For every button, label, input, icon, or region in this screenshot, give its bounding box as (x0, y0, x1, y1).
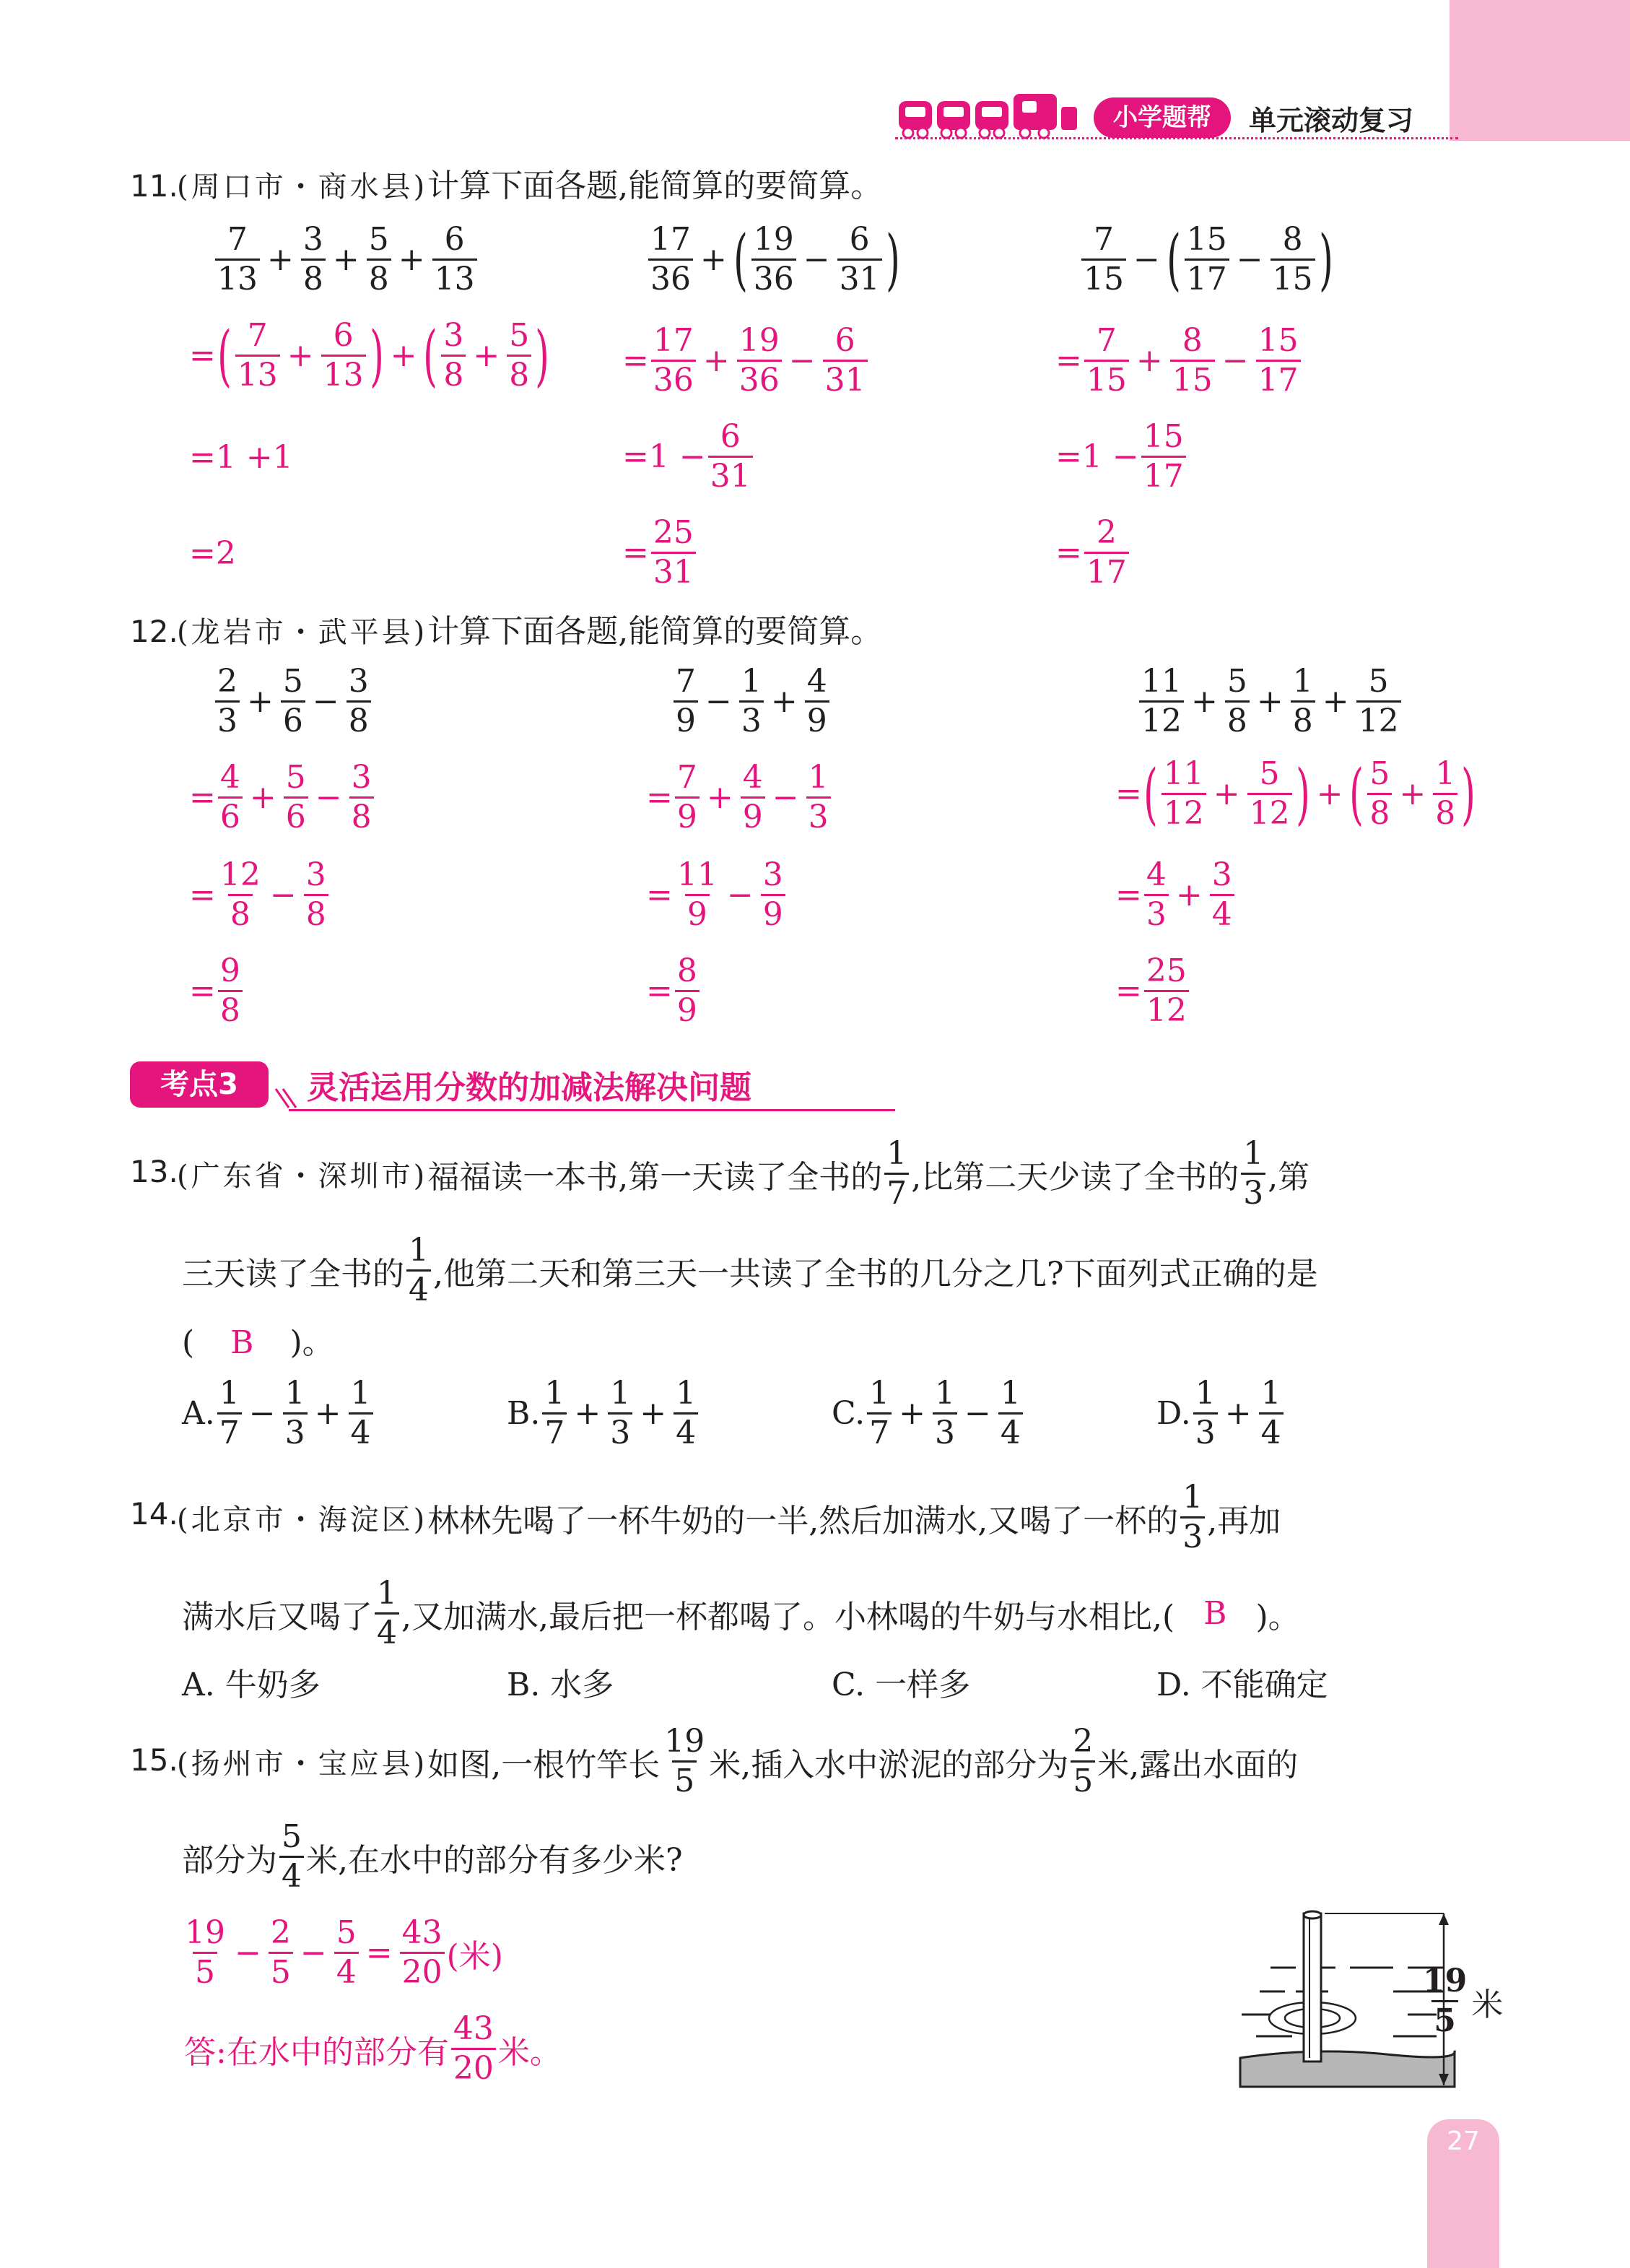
q12-source: (龙岩市・武平县) (177, 616, 428, 649)
q12-b-step3: = $\frac{8}{9}$ (646, 955, 702, 1027)
q14-option-d[interactable]: D. 不能确定 (1156, 1667, 1328, 1703)
q15-figure-label: $\frac{19}{5}$ 米 (1423, 1963, 1504, 2039)
q12-prompt (177, 613, 883, 650)
q11-source: (周口市・商水县) (177, 170, 428, 204)
q12-a-step3: = $\frac{9}{8}$ (189, 955, 245, 1027)
q13-number: 13. (130, 1154, 178, 1189)
q11-a-step1: = ( $\frac{7}{13}$ + $\frac{6}{13}$ ) + ( $\frac{3}{8}$ + $\frac{5}{8}$ ) (189, 316, 550, 394)
q11-c-step3: = $\frac{2}{17}$ (1055, 517, 1131, 588)
q11-c-step1: = $\frac{7}{15}$ + $\frac{8}{15}$ − $\frac{15}{17}$ (1055, 325, 1303, 396)
header-divider (895, 137, 1458, 139)
q15-line2: 部分为 $\frac{5}{4}$ 米,在水中的部分有多少米? (182, 1818, 683, 1895)
q11-b-step3: = $\frac{25}{31}$ (622, 517, 698, 588)
q11-b-step1: = $\frac{17}{36}$ + $\frac{19}{36}$ − $\frac{6}{31}$ (622, 325, 870, 396)
q13-answer-line: ( B )。 (182, 1324, 334, 1361)
q12-c-step1: = ( $\frac{11}{12}$ + $\frac{5}{12}$ ) + ( $\frac{5}{8}$ + $\frac{1}{8}$ ) (1115, 755, 1476, 833)
q13-option-b[interactable]: B. $\frac{1}{7}$ + $\frac{1}{3}$ + $\frac{1}{4}$ (507, 1378, 700, 1449)
q12-a-problem: $\frac{2}{3}$ + $\frac{5}{6}$ − $\frac{3}{8}$ (213, 666, 373, 737)
q13-option-d[interactable]: D. $\frac{1}{3}$ + $\frac{1}{4}$ (1156, 1378, 1286, 1449)
slash-decoration-icon (273, 1083, 302, 1112)
q12-c-step3: = $\frac{25}{12}$ (1115, 955, 1191, 1027)
q15-answer: 答:在水中的部分有 $\frac{43}{20}$ 米。 (184, 2010, 562, 2087)
header-title: 单元滚动复习 (1249, 105, 1414, 136)
q15-line1: (扬州市・宝应县) 如图,一根竹竿长 $\frac{19}{5}$ 米,插入水中淤泥的部分为 $\frac{2}{5}$ 米,露出水面的 (177, 1723, 1299, 1799)
q14-line1: (北京市・海淀区) 林林先喝了一杯牛奶的一半,然后加满水,又喝了一杯的 $\frac{1}{3}$ ,再加 (177, 1479, 1281, 1555)
q12-a-step1: = $\frac{4}{6}$ + $\frac{5}{6}$ − $\frac{3}{8}$ (189, 762, 376, 833)
q13-answer: B (230, 1324, 254, 1361)
q15-work: $\frac{19}{5}$ − $\frac{2}{5}$ − $\frac{5}{4}$ = $\frac{43}{20}$ (米) (185, 1914, 503, 1991)
section-title: 灵活运用分数的加减法解决问题 (307, 1069, 751, 1106)
q11-a-problem: $\frac{7}{13}$ + $\frac{3}{8}$ + $\frac{5}{8}$ + $\frac{6}{13}$ (213, 224, 479, 295)
q11-prompt (177, 170, 882, 202)
q14-number: 14. (130, 1496, 178, 1531)
q11-a-step3: =2 (189, 535, 236, 572)
q11-c-step2: =1 − $\frac{15}{17}$ (1055, 421, 1188, 492)
q11-prompt-text: 计算下面各题,能简算的要简算。 (427, 168, 883, 204)
header-corner-tab (1450, 0, 1630, 141)
section-underline (289, 1109, 895, 1111)
q14-option-b[interactable]: B. 水多 (507, 1667, 614, 1703)
q11-b-problem: $\frac{17}{36}$ + ( $\frac{19}{36}$ − $\frac{6}{31}$ ) (646, 224, 902, 295)
train-icon (895, 87, 1083, 144)
page-number: 27 (1447, 2126, 1480, 2156)
q13-option-c[interactable]: C. $\frac{1}{7}$ + $\frac{1}{3}$ − $\frac{1}{4}$ (832, 1378, 1025, 1449)
section-badge: 考点3 (130, 1061, 269, 1108)
q12-b-step1: = $\frac{7}{9}$ + $\frac{4}{9}$ − $\frac{1}{3}$ (646, 762, 833, 833)
header-badge: 小学题帮 (1094, 97, 1231, 138)
q13-line1: (广东省・深圳市) 福福读一本书,第一天读了全书的 $\frac{1}{7}$ ,比第二天少读了全书的 $\frac{1}{3}$ ,第 (177, 1135, 1310, 1212)
q15-number: 15. (130, 1742, 178, 1778)
q14-answer: B (1203, 1595, 1227, 1632)
q14-line2: 满水后又喝了 $\frac{1}{4}$ ,又加满水,最后把一杯都喝了。小林喝的牛奶与水相比,( B )。 (182, 1575, 1300, 1651)
q12-prompt-text: 计算下面各题,能简算的要简算。 (427, 613, 883, 650)
q11-number: 11. (130, 168, 178, 204)
q12-c-step2: = $\frac{4}{3}$ + $\frac{3}{4}$ (1115, 859, 1237, 931)
q12-number: 12. (130, 614, 178, 649)
q11-c-problem: $\frac{7}{15}$ − ( $\frac{15}{17}$ − $\frac{8}{15}$ ) (1079, 224, 1335, 295)
q12-b-step2: = $\frac{11}{9}$ − $\frac{3}{9}$ (646, 859, 788, 931)
q13-line2: 三天读了全书的 $\frac{1}{4}$ ,他第二天和第三天一共读了全书的几分之几?下面列式正确的是 (182, 1232, 1318, 1308)
q12-a-step2: = $\frac{12}{8}$ − $\frac{3}{8}$ (189, 859, 331, 931)
q11-b-step2: =1 − $\frac{6}{31}$ (622, 421, 755, 492)
q11-a-step2: =1 +1 (189, 439, 293, 476)
q14-option-a[interactable]: A. 牛奶多 (182, 1667, 321, 1703)
q14-option-c[interactable]: C. 一样多 (832, 1667, 971, 1703)
q12-c-problem: $\frac{11}{12}$ + $\frac{5}{8}$ + $\frac{1}{8}$ + $\frac{5}{12}$ (1137, 666, 1403, 737)
q13-option-a[interactable]: A. $\frac{1}{7}$ − $\frac{1}{3}$ + $\frac{1}{4}$ (182, 1378, 375, 1449)
q12-b-problem: $\frac{7}{9}$ − $\frac{1}{3}$ + $\frac{4}{9}$ (671, 666, 832, 737)
